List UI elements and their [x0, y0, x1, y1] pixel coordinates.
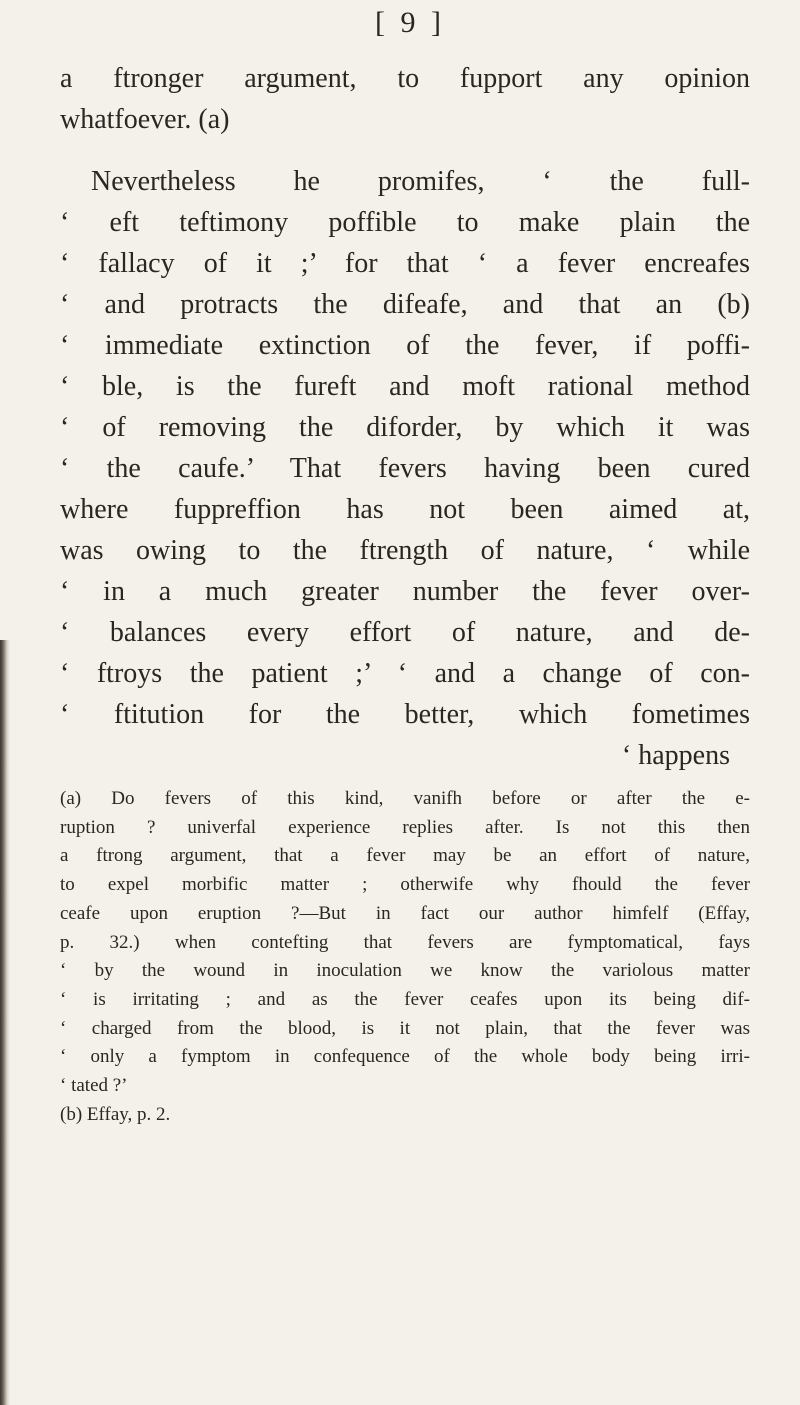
catchword: ‘ happens [621, 740, 730, 771]
text-line: ‘ of removing the diforder, by which it was [60, 412, 750, 443]
text-line: ‘ balances every effort of nature, and de- [60, 617, 750, 648]
text-line: was owing to the ftrength of nature, ‘ while [60, 535, 750, 566]
text-line: ‘ ftitution for the better, which fometimes [60, 699, 750, 730]
footnote-line: ceafe upon eruption ?—But in fact our author himfelf (Effay, [60, 902, 750, 924]
footnote-line: ‘ by the wound in inoculation we know the variolous matter [60, 960, 750, 982]
text-line: ‘ immediate extinction of the fever, if poffi- [60, 330, 750, 361]
text-line: where fuppreffion has not been aimed at, [60, 494, 750, 525]
text-line: ‘ in a much greater number the fever over- [60, 576, 750, 607]
text-line: ‘ ftroys the patient ;’ ‘ and a change of con- [60, 658, 750, 689]
footnote-line: a ftrong argument, that a fever may be an effort of nature, [60, 845, 750, 867]
footnote-line: ‘ charged from the blood, is it not plain, that the fever was [60, 1017, 750, 1039]
page-number: [ 9 ] [375, 6, 445, 39]
footnotes [60, 785, 750, 1129]
text-line: ‘ eft teftimony poffible to make plain the [60, 207, 750, 238]
footnote-line: ‘ tated ?’ [60, 1075, 128, 1097]
footnote-line: p. 32.) when contefting that fevers are fymptomatical, fays [60, 931, 750, 953]
footnote-line: (a) Do fevers of this kind, vanifh before or after the e- [60, 788, 750, 809]
text-line: ‘ and protracts the difeafe, and that an (b) [60, 289, 750, 320]
text-line: whatfoever. (a) [60, 104, 230, 135]
text-line: ‘ the caufe.’ That fevers having been cured [60, 453, 750, 484]
footnote-line: ruption ? univerfal experience replies after. Is not this then [60, 816, 750, 838]
text-line: ‘ fallacy of it ;’ for that ‘ a fever encreafes [60, 248, 750, 279]
footnote-line: ‘ is irritating ; and as the fever ceafes upon its being dif- [60, 988, 750, 1010]
main-text [60, 58, 750, 776]
text-line: a ftronger argument, to fupport any opinion [60, 63, 750, 94]
text-line: Nevertheless he promifes, ‘ the full- [91, 166, 750, 197]
paragraph-gap [60, 140, 750, 161]
text-line: ‘ ble, is the fureft and moft rational method [60, 371, 750, 402]
footnote-line: ‘ only a fymptom in confequence of the whole body being irri- [60, 1046, 750, 1068]
page-binding-edge [0, 640, 10, 1405]
footnote-line: to expel morbific matter ; otherwife why fhould the fever [60, 874, 750, 896]
footnote-line: (b) Effay, p. 2. [60, 1103, 171, 1125]
